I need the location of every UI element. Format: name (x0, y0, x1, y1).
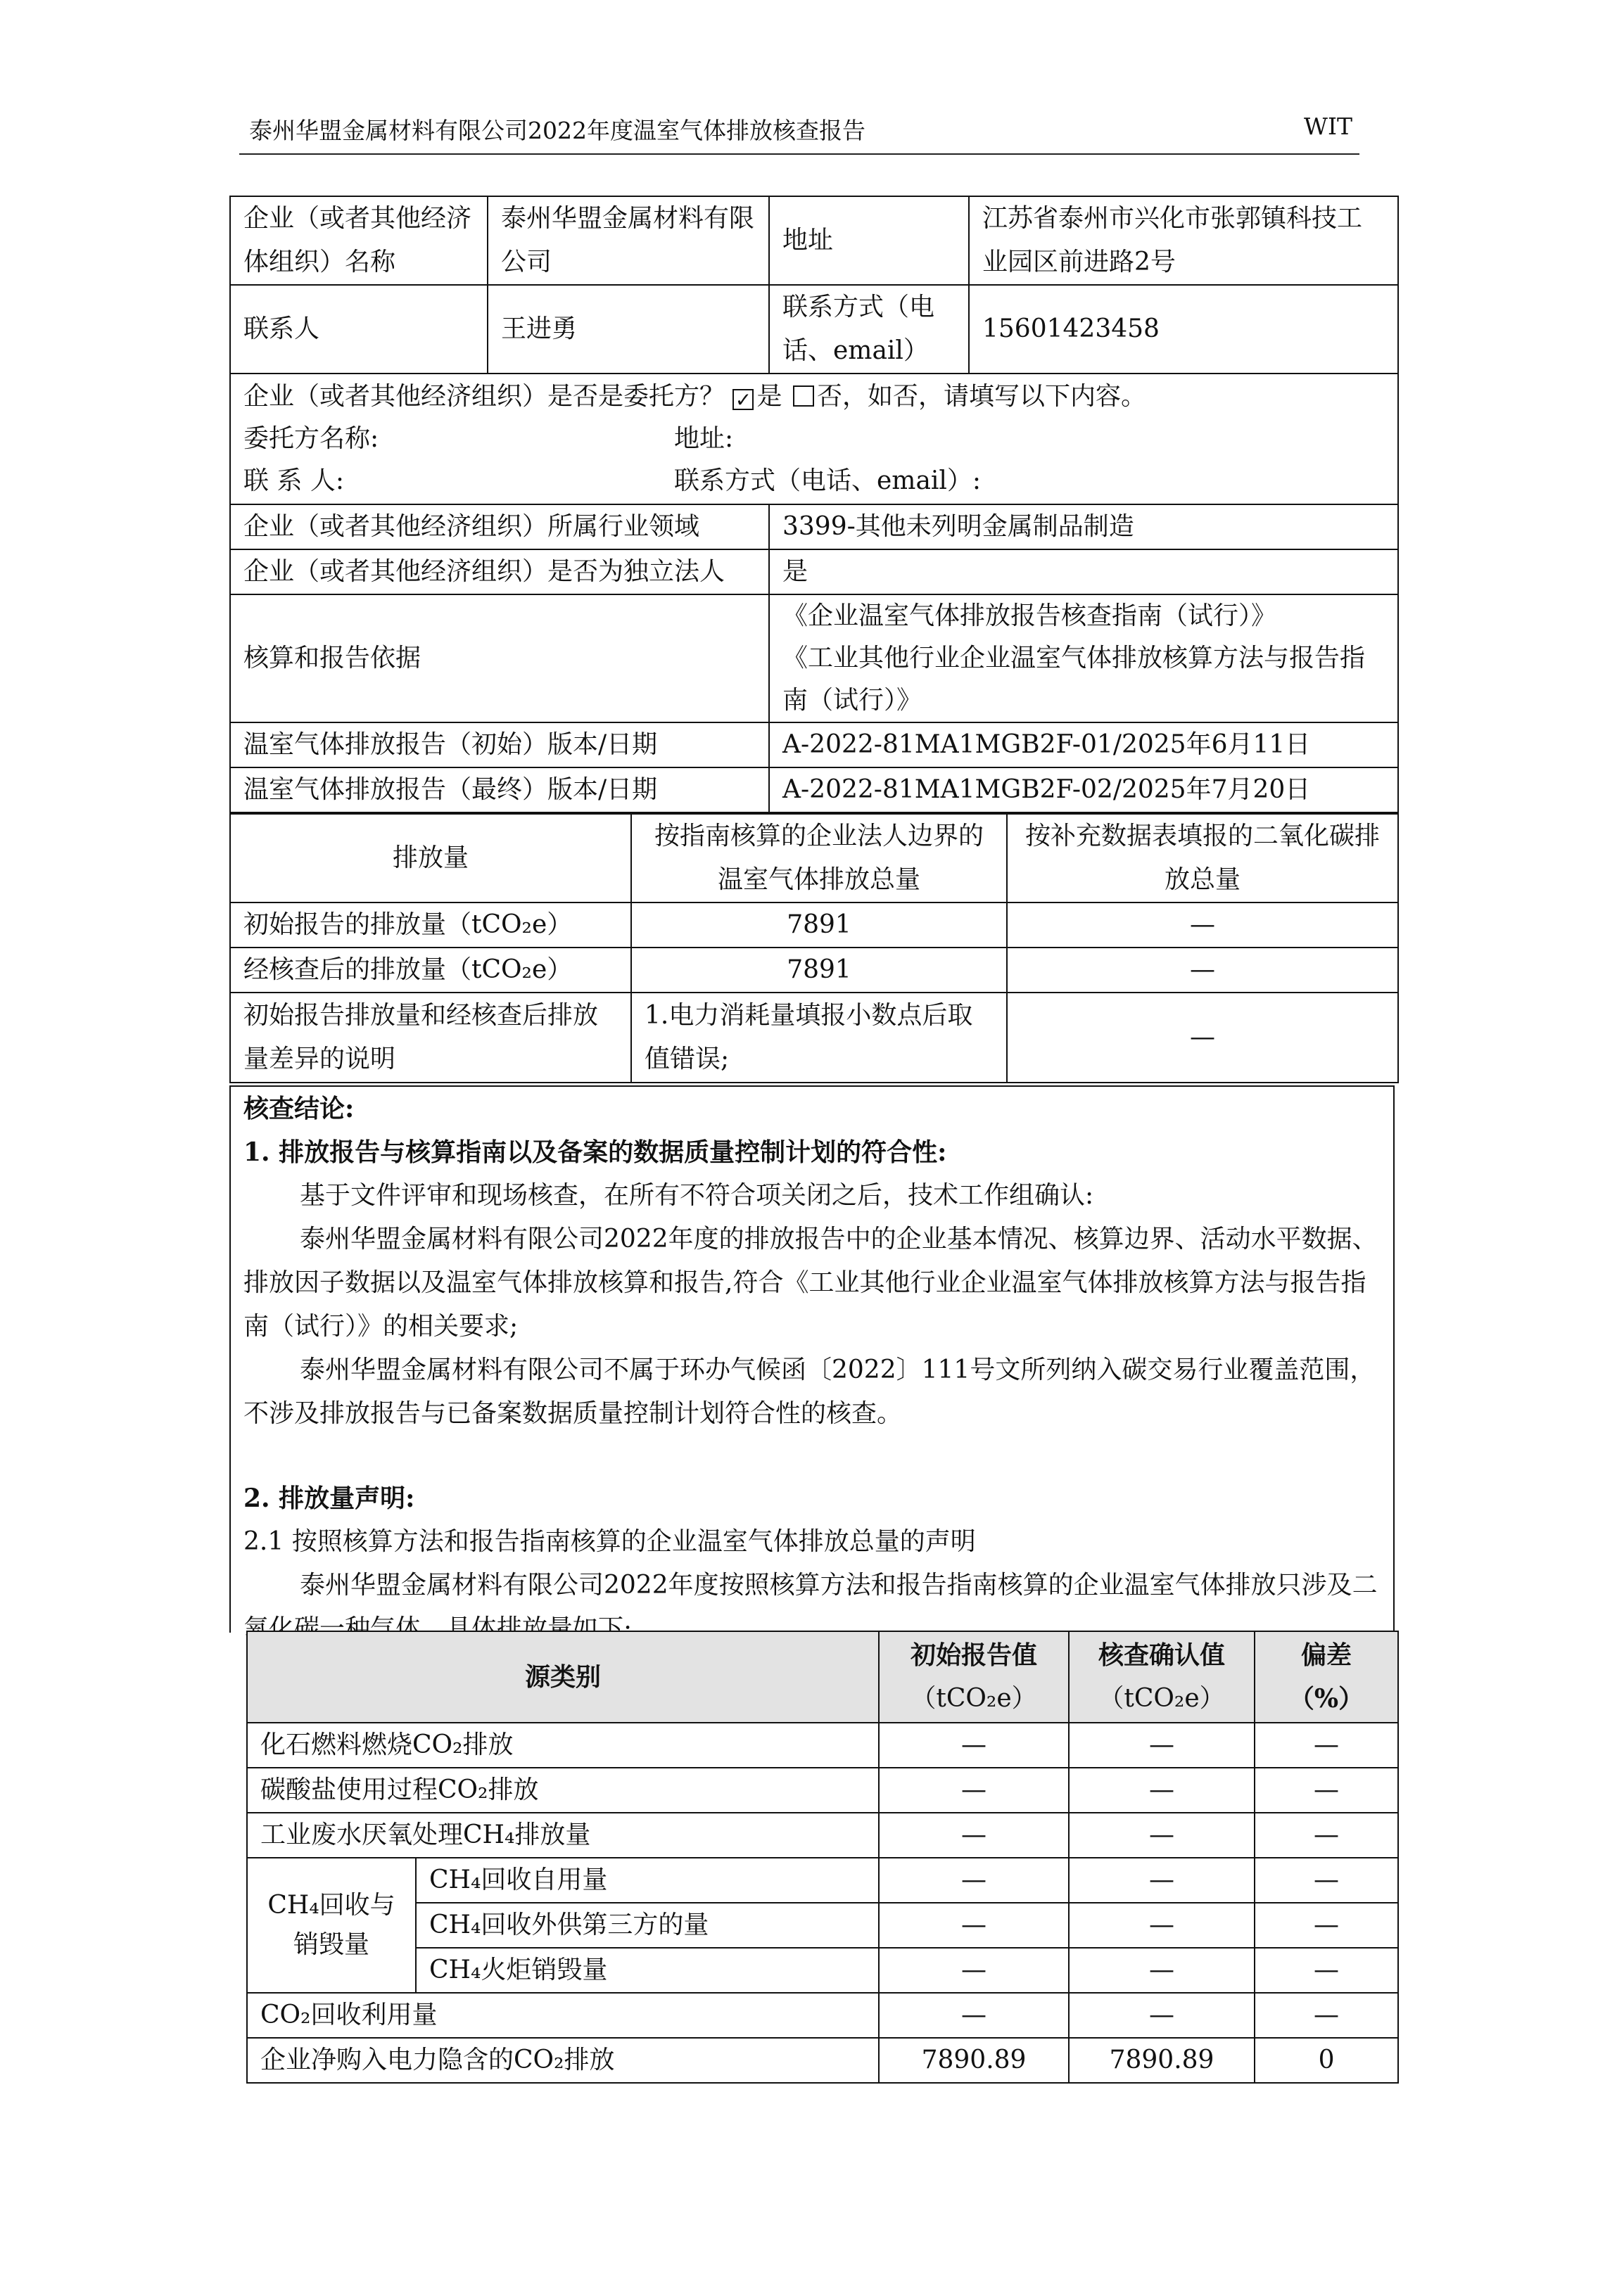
initial-value: — (879, 1813, 1069, 1858)
initial-value-header-label: 初始报告值 (911, 1640, 1038, 1670)
verified-value: — (1069, 1948, 1255, 1993)
section-1-paragraph-2: 泰州华盟金属材料有限公司2022年度的排放报告中的企业基本情况、核算边界、活动水平数据、排放因子数据以及温室气体排放核算和报告,符合《工业其他行业企业温室气体排放核算方法与报告指南（试行）》的相关要求; (243, 1225, 1378, 1341)
initial-version-value: A-2022-81MA1MGB2F-01/2025年6月11日 (769, 722, 1398, 767)
verified-value: — (1069, 1723, 1255, 1768)
table-row (230, 993, 1398, 1083)
verified-value-header-unit: （tCO₂e） (1098, 1684, 1225, 1713)
legal-label: 企业（或者其他经济组织）是否为独立法人 (230, 549, 769, 594)
difference-explanation: 1.电力消耗量填报小数点后取值错误; (631, 993, 1007, 1083)
header-mark: WIT (1304, 113, 1352, 140)
source-label: 碳酸盐使用过程CO₂排放 (247, 1768, 879, 1813)
initial-value: — (879, 1768, 1069, 1813)
conclusion-heading: 核查结论: (243, 1094, 355, 1123)
client-contact-method-label: 联系方式（电话、email）: (674, 466, 982, 495)
initial-value: — (879, 1993, 1069, 2038)
section-2-subtitle: 2.1 按照核算方法和报告指南核算的企业温室气体排放总量的声明 (243, 1527, 976, 1556)
basis-value (769, 594, 1398, 722)
company-value: 泰州华盟金属材料有限公司 (488, 196, 769, 285)
ch4-group-label: CH₄回收与销毁量 (247, 1858, 416, 1993)
deviation-value: — (1255, 1858, 1398, 1903)
source-label: 企业净购入电力隐含的CO₂排放 (247, 2038, 879, 2083)
company-label: 企业（或者其他经济体组织）名称 (230, 196, 488, 285)
table-row (247, 1993, 1398, 2038)
source-label: CH₄回收自用量 (416, 1858, 879, 1903)
address-label: 地址 (769, 196, 969, 285)
checked-box-icon: ✓ (732, 389, 754, 410)
table-row (247, 2038, 1398, 2083)
verified-value: — (1069, 1993, 1255, 2038)
source-label: CH₄火炬销毁量 (416, 1948, 879, 1993)
emissions-col3-header: 按补充数据表填报的二氧化碳排放总量 (1007, 814, 1398, 903)
section-1-paragraph-1: 基于文件评审和现场核查，在所有不符合项关闭之后，技术工作组确认: (300, 1181, 1094, 1210)
source-header: 源类别 (247, 1631, 879, 1723)
initial-version-label: 温室气体排放报告（初始）版本/日期 (230, 722, 769, 767)
unchecked-box-icon (793, 385, 814, 407)
industry-label: 企业（或者其他经济组织）所属行业领域 (230, 504, 769, 549)
client-contact-line (243, 460, 1385, 502)
legal-value: 是 (769, 549, 1398, 594)
basic-info-table (229, 196, 1399, 813)
final-version-label: 温室气体排放报告（最终）版本/日期 (230, 767, 769, 812)
table-row (230, 722, 1398, 767)
initial-value-header-unit: （tCO₂e） (911, 1684, 1037, 1713)
final-version-value: A-2022-81MA1MGB2F-02/2025年7月20日 (769, 767, 1398, 812)
section-1-title: 1. 排放报告与核算指南以及备案的数据质量控制计划的符合性: (243, 1137, 947, 1167)
entrusted-yes: 是 (756, 382, 782, 411)
source-label: CH₄回收外供第三方的量 (416, 1903, 879, 1948)
contact-method-label: 联系方式（电话、email） (769, 285, 969, 374)
deviation-header-label: 偏差 (1301, 1640, 1352, 1670)
contact-value: 王进勇 (488, 285, 769, 374)
client-contact-label: 联 系 人: (243, 466, 345, 495)
initial-emission-total: 7891 (631, 903, 1007, 948)
table-row (247, 1948, 1398, 1993)
emissions-col2-header: 按指南核算的企业法人边界的温室气体排放总量 (631, 814, 1007, 903)
entrusted-no: 否，如否，请填写以下内容。 (816, 382, 1146, 411)
contact-label: 联系人 (230, 285, 488, 374)
table-row (230, 504, 1398, 549)
table-row (230, 948, 1398, 993)
entrusted-line (243, 376, 1385, 418)
deviation-value: 0 (1255, 2038, 1398, 2083)
table-row (230, 903, 1398, 948)
client-name-label: 委托方名称: (243, 424, 379, 453)
verified-value-header-label: 核查确认值 (1098, 1640, 1226, 1670)
entrusted-cell (230, 374, 1398, 504)
client-name-line (243, 418, 1385, 460)
section-1-paragraph-3: 泰州华盟金属材料有限公司不属于环办气候函〔2022〕111号文所列纳入碳交易行业覆盖范围，不涉及排放报告与已备案数据质量控制计划符合性的核查。 (243, 1356, 1376, 1428)
client-address-label: 地址: (674, 424, 734, 453)
initial-value: — (879, 1723, 1069, 1768)
verified-emission-co2: — (1007, 948, 1398, 993)
table-row (230, 549, 1398, 594)
table-row (230, 374, 1398, 504)
deviation-value: — (1255, 1723, 1398, 1768)
table-row (230, 196, 1398, 285)
verified-emission-label: 经核查后的排放量（tCO₂e） (230, 948, 631, 993)
table-row (230, 814, 1398, 903)
initial-value: — (879, 1858, 1069, 1903)
header-title: 泰州华盟金属材料有限公司2022年度温室气体排放核查报告 (249, 117, 865, 144)
contact-method-value: 15601423458 (969, 285, 1398, 374)
table-row (247, 1723, 1398, 1768)
address-value: 江苏省泰州市兴化市张郭镇科技工业园区前进路2号 (969, 196, 1398, 285)
verified-value: 7890.89 (1069, 2038, 1255, 2083)
deviation-value: — (1255, 1993, 1398, 2038)
section-2-title: 2. 排放量声明: (243, 1484, 415, 1513)
entrusted-question: 企业（或者其他经济组织）是否是委托方？ (243, 382, 725, 411)
deviation-value: — (1255, 1813, 1398, 1858)
emissions-table (229, 813, 1399, 1083)
initial-value: — (879, 1903, 1069, 1948)
section-2-paragraph-1: 泰州华盟金属材料有限公司2022年度按照核算方法和报告指南核算的企业温室气体排放只涉及二氧化碳一种气体，具体排放量如下: (243, 1571, 1378, 1643)
emissions-col1-header: 排放量 (230, 814, 631, 903)
source-label: 工业废水厌氧处理CH₄排放量 (247, 1813, 879, 1858)
verified-value: — (1069, 1768, 1255, 1813)
difference-co2: — (1007, 993, 1398, 1083)
deviation-value: — (1255, 1948, 1398, 1993)
difference-label: 初始报告排放量和经核查后排放量差异的说明 (230, 993, 631, 1083)
spacer (243, 1436, 1381, 1477)
deviation-value: — (1255, 1903, 1398, 1948)
table-row (230, 285, 1398, 374)
initial-emission-co2: — (1007, 903, 1398, 948)
table-row (230, 767, 1398, 812)
source-emissions-table (246, 1631, 1399, 2084)
verified-value: — (1069, 1858, 1255, 1903)
conclusion-section (229, 1085, 1395, 1643)
deviation-header (1255, 1631, 1398, 1723)
page-header (249, 113, 1352, 148)
table-header-row (247, 1631, 1398, 1723)
source-label: 化石燃料燃烧CO₂排放 (247, 1723, 879, 1768)
table-row (247, 1903, 1398, 1948)
basis-value-2: 《工业其他行业企业温室气体排放核算方法与报告指南（试行）》 (782, 644, 1366, 715)
table-row (247, 1858, 1398, 1903)
initial-value: — (879, 1948, 1069, 1993)
basis-value-1: 《企业温室气体排放报告核查指南（试行）》 (782, 601, 1277, 630)
table-row (247, 1768, 1398, 1813)
header-divider (239, 153, 1359, 155)
deviation-header-unit: （%） (1288, 1684, 1364, 1714)
verified-value: — (1069, 1903, 1255, 1948)
source-label: CO₂回收利用量 (247, 1993, 879, 2038)
industry-value: 3399-其他未列明金属制品制造 (769, 504, 1398, 549)
verified-value-header (1069, 1631, 1255, 1723)
verified-value: — (1069, 1813, 1255, 1858)
initial-value-header (879, 1631, 1069, 1723)
table-row (230, 594, 1398, 722)
initial-value: 7890.89 (879, 2038, 1069, 2083)
verified-emission-total: 7891 (631, 948, 1007, 993)
deviation-value: — (1255, 1768, 1398, 1813)
initial-emission-label: 初始报告的排放量（tCO₂e） (230, 903, 631, 948)
table-row (247, 1813, 1398, 1858)
basis-label: 核算和报告依据 (230, 594, 769, 722)
